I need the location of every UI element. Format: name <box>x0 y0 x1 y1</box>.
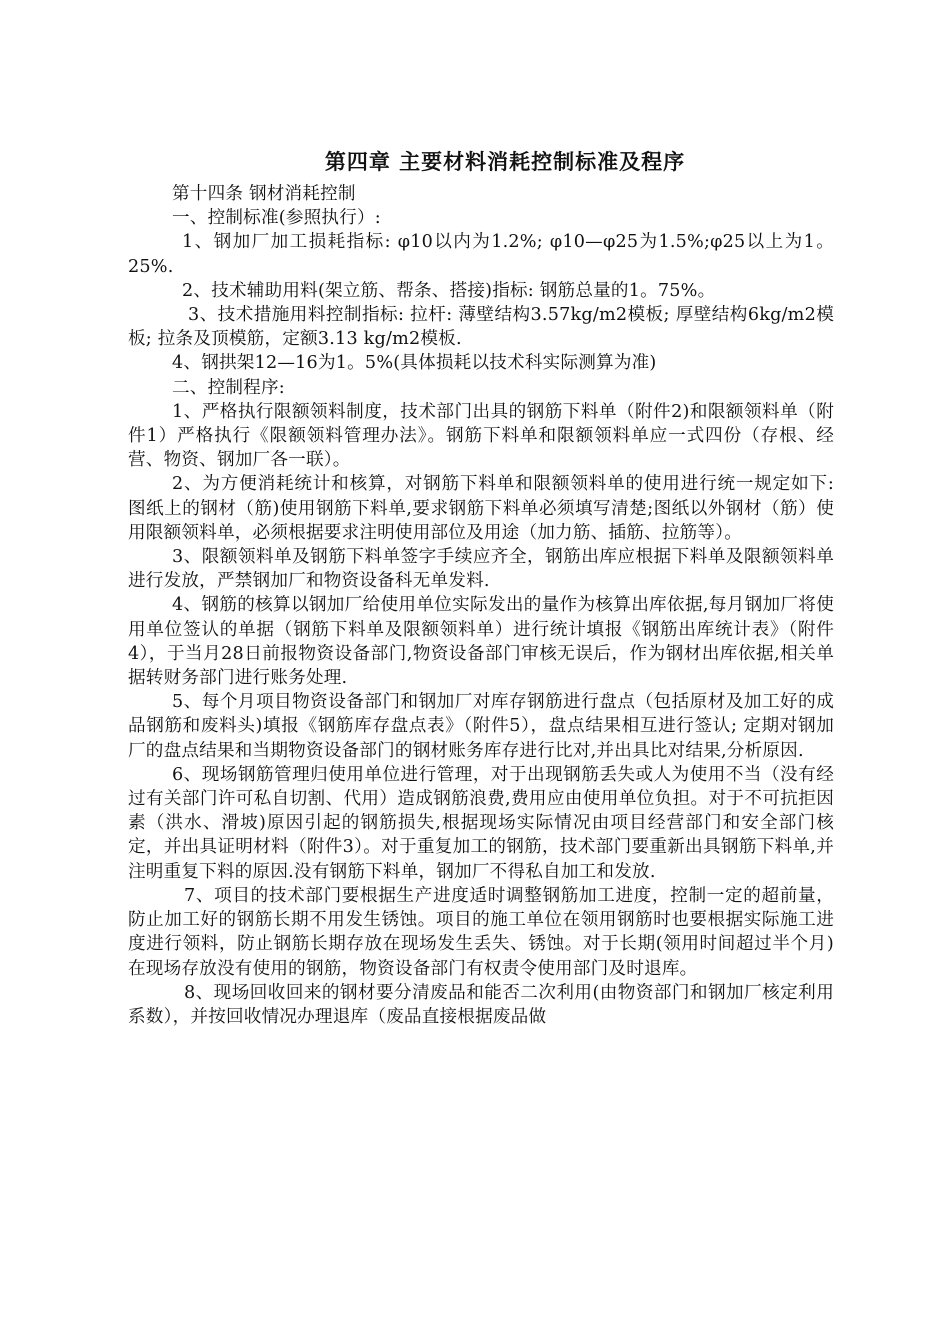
paragraph-standard-2: 2、技术辅助用料(架立筋、帮条、搭接)指标: 钢筋总量的1。75%。 <box>182 280 716 301</box>
paragraph-procedure-8: 8、现场回收回来的钢材要分清废品和能否二次利用(由物资部门和钢加厂核定利用系数），并按回收情况办理退库（废品直接根据废品做 <box>128 982 834 1027</box>
paragraph-procedure-3: 3、限额领料单及钢筋下料单签字手续应齐全，钢筋出库应根据下料单及限额领料单进行发放，严禁钢加厂和物资设备科无单发料. <box>128 547 834 592</box>
paragraph-procedure-2: 2、为方便消耗统计和核算，对钢筋下料单和限额领料单的使用进行统一规定如下: 图纸上的钢材（筋)使用钢筋下料单,要求钢筋下料单必须填写清楚;图纸以外钢材（筋）使用限额领料单，必须根据要求注明使用部位及用途（加力筋、插筋、拉筋等）。 <box>128 474 834 543</box>
section-heading-procedure: 二、控制程序: <box>172 377 285 398</box>
paragraph-procedure-1: 1、严格执行限额领料制度，技术部门出具的钢筋下料单（附件2)和限额领料单（附件1）严格执行《限额领料管理办法》。钢筋下料单和限额领料单应一式四份（存根、经营、物资、钢加厂各一联）。 <box>128 401 834 471</box>
paragraph-standard-4: 4、钢拱架12—16为1。5%(具体损耗以技术科实际测算为准) <box>172 353 657 374</box>
chapter-title: 第四章 主要材料消耗控制标准及程序 <box>324 149 686 174</box>
paragraph-procedure-7: 7、项目的技术部门要根据生产进度适时调整钢筋加工进度，控制一定的超前量，防止加工好的钢筋长期不用发生锈蚀。项目的施工单位在领用钢筋时也要根据实际施工进度进行领料，防止钢筋长期存放在现场发生丢失、锈蚀。对于长期(领用时间超过半个月)在现场存放没有使用的钢筋，物资设备部门有权责令使用部门及时退库。 <box>128 885 834 979</box>
paragraph-procedure-4: 4、钢筋的核算以钢加厂给使用单位实际发出的量作为核算出库依据,每月钢加厂将使用单位签认的单据（钢筋下料单及限额领料单）进行统计填报《钢筋出库统计表》（附件4），于当月28日前报物资设备部门,物资设备部门审核无误后，作为钢材出库依据,相关单据转财务部门进行账务处理. <box>128 595 834 689</box>
paragraph-procedure-5: 5、每个月项目物资设备部门和钢加厂对库存钢筋进行盘点（包括原材及加工好的成品钢筋和废料头)填报《钢筋库存盘点表》（附件5），盘点结果相互进行签认; 定期对钢加厂的盘点结果和当期物资设备部门的钢材账务库存进行比对,并出具比对结果,分析原因. <box>128 692 834 761</box>
paragraph-standard-3: 3、技术措施用料控制指标: 拉杆: 薄壁结构3.57kg/m2模板; 厚壁结构6kg/m2模板; 拉条及顶模筋，定额3.13 kg/m2模板. <box>128 305 834 350</box>
paragraph-procedure-6: 6、现场钢筋管理归使用单位进行管理，对于出现钢筋丢失或人为使用不当（没有经过有关部门许可私自切割、代用）造成钢筋浪费,费用应由使用单位负担。对于不可抗拒因素（洪水、滑坡)原因引起的钢筋损失,根据现场实际情况由项目经营部门和安全部门核定，并出具证明材料（附件3）。对于重复加工的钢筋，技术部门要重新出具钢筋下料单,并注明重复下料的原因.没有钢筋下料单，钢加厂不得私自加工和发放. <box>128 764 834 882</box>
paragraph-standard-1: 1、钢加厂加工损耗指标: φ10以内为1.2%; φ10—φ25为1.5%;φ25以上为1。25%. <box>128 232 834 277</box>
section-heading-standards: 一、控制标准(参照执行）: <box>172 208 381 229</box>
document-body <box>128 182 834 1029</box>
article-heading: 第十四条 钢材消耗控制 <box>172 184 356 204</box>
